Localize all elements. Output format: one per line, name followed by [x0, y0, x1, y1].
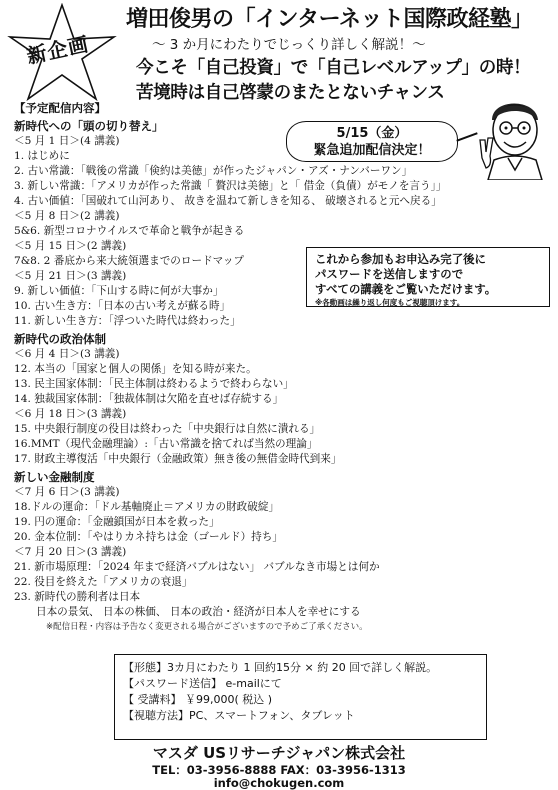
badge-text: 新企画 — [24, 31, 92, 69]
schedule-item: 5&6. 新型コロナウイルスで革命と戦争が起きる — [14, 225, 245, 237]
callout-message: 緊急追加配信決定！ — [313, 143, 431, 158]
course-info-box — [114, 654, 487, 740]
schedule-item: 9. 新しい価値：「下山する時に何が大事か」 — [14, 285, 224, 297]
notice-line: これから参加もお申込み完了後に — [315, 252, 486, 266]
info-password: 【パスワード送信】 e-mailにて — [123, 677, 282, 690]
schedule-item: 19. 円の運命：「金融鎖国が日本を救った」 — [14, 516, 220, 528]
schedule-item: 14. 独裁国家体制：「独裁体制は欠陥を直せば存続する」 — [14, 393, 284, 405]
company-name: マスダ USリサーチジャパン株式会社 — [152, 744, 406, 762]
schedule-item: 7&8. 2 番底から来大統領選までのロードマップ — [14, 255, 245, 267]
schedule-date: ＜5 月 15 日＞(2 講義) — [14, 240, 127, 252]
schedule-item: 20. 金本位制：「やはりカネ持ちは金（ゴールド）持ち」 — [14, 531, 283, 543]
schedule-date: ＜6 月 4 日＞(3 講義) — [14, 348, 120, 360]
schedule-heading: 新時代への「頭の切り替え」 — [14, 119, 164, 133]
schedule-section-title: 【予定配信内容】 — [14, 101, 106, 115]
schedule-item: 10. 古い生き方：「日本の古い考えが蘇る時」 — [14, 300, 231, 312]
schedule-item: 17. 財政主導復活「中央銀行（金融政策）無き後の無借金時代到来」 — [14, 453, 342, 465]
page-title: 増田俊男の「インターネット国際政経塾」 — [126, 7, 533, 32]
schedule-date: ＜6 月 18 日＞(3 講義) — [14, 408, 127, 420]
notice-line: パスワードを送信しますので — [315, 267, 464, 281]
company-contact: TEL：03-3956-8888 FAX：03-3956-1313 — [152, 763, 406, 777]
info-fee: 【 受講料】 ￥99,000( 税込 ) — [123, 693, 273, 706]
schedule-heading: 新時代の政治体制 — [14, 332, 106, 346]
schedule-item: 16.MMT（現代金融理論）:「古い常識を捨てれば当然の理論」 — [14, 438, 318, 450]
schedule-item: 22. 役目を終えた「アメリカの衰退」 — [14, 576, 193, 588]
schedule-item: 13. 民主国家体制：「民主体制は終わるようで終わらない」 — [14, 378, 294, 390]
schedule-sub: 日本の景気、 日本の株価、 日本の政治・経済が日本人を幸せにする — [36, 606, 361, 618]
schedule-list — [14, 101, 554, 635]
schedule-item: 3. 新しい常識：「アメリカが作った常識「 贅沢は美徳」と「 借金（負債）がモノを言う」」 — [14, 180, 447, 192]
page-subtitle: ～ 3 か月にわたりでじっくり詳しく解説！～ — [152, 37, 426, 53]
schedule-date: ＜7 月 20 日＞(3 講義) — [14, 546, 127, 558]
schedule-heading: 新しい金融制度 — [14, 470, 95, 484]
company-email[interactable]: info@chokugen.com — [213, 776, 345, 790]
schedule-item: 18.ドルの運命：「ドル基軸廃止＝アメリカの財政破綻」 — [14, 501, 280, 513]
schedule-date: ＜5 月 8 日＞(2 講義) — [14, 210, 120, 222]
notice-line: すべての講義をご覧いただけます。 — [315, 282, 497, 296]
schedule-item: 1. はじめに — [14, 150, 70, 162]
schedule-date: ＜5 月 21 日＞(3 講義) — [14, 270, 127, 282]
schedule-item: 21. 新市場原理：「2024 年まで経済バブルはない」 バブルなき市場とは何か — [14, 561, 380, 573]
info-viewing: 【視聴方法】PC、スマートフォン、タブレット — [123, 709, 355, 722]
schedule-item: 11. 新しい生き方：「浮ついた時代は終わった」 — [14, 315, 241, 327]
schedule-item: 12. 本当の「国家と個人の関係」を知る時が来た。 — [14, 363, 257, 375]
schedule-item: 4. 古い価値：「国破れて山河あり、 故きを温ねて新しきを知る、 破壊されると元へ戻る」 — [14, 195, 442, 207]
schedule-note: ※配信日程・内容は予告なく変更される場合がございますので予めご了承ください。 — [46, 622, 368, 632]
schedule-date: ＜7 月 6 日＞(3 講義) — [14, 486, 120, 498]
callout-date: 5/15（金） — [336, 126, 408, 141]
info-format: 【形態】3カ月にわたり 1 回約15分 × 約 20 回で詳しく解説。 — [123, 661, 438, 674]
notice-footnote: ※各動画は繰り返し何度もご視聴頂けます。 — [315, 298, 465, 307]
schedule-date: ＜5 月 1 日＞(4 講義) — [14, 135, 120, 147]
schedule-rows — [14, 119, 554, 635]
schedule-item: 23. 新時代の勝利者は日本 — [14, 591, 141, 603]
headline-secondary: 苦境時は自己啓蒙のまたとないチャンス — [136, 83, 445, 103]
schedule-item: 2. 古い常識：「戦後の常識「倹約は美徳」が作ったジャパン・アズ・ナンバーワン」 — [14, 165, 413, 177]
schedule-item: 15. 中央銀行制度の役目は終わった「中央銀行は自然に潰れる」 — [14, 423, 321, 435]
headline-primary: 今こそ「自己投資」で「自己レベルアップ」の時！ — [136, 58, 531, 78]
